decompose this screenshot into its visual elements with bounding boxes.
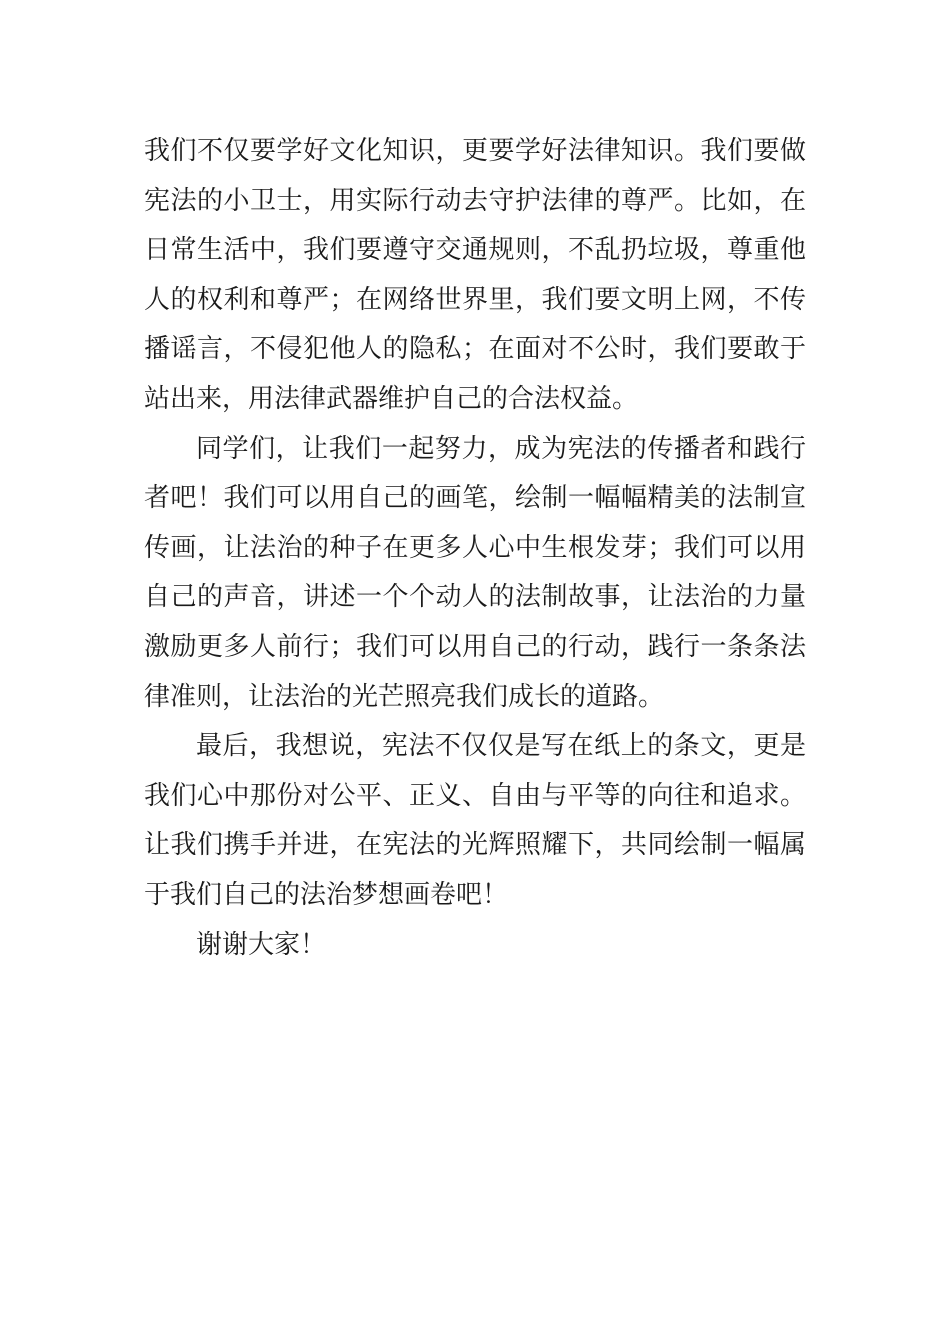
document-body [144,127,806,970]
body-paragraph: 我们不仅要学好文化知识，更要学好法律知识。我们要做宪法的小卫士，用实际行动去守护法律的尊严。比如，在日常生活中，我们要遵守交通规则，不乱扔垃圾，尊重他人的权利和尊严；在网络世界里，我们要文明上网，不传播谣言，不侵犯他人的隐私；在面对不公时，我们要敢于站出来，用法律武器维护自己的合法权益。 [144,136,806,414]
closing-thanks: 谢谢大家！ [196,929,327,960]
body-paragraph: 同学们，让我们一起努力，成为宪法的传播者和践行者吧！我们可以用自己的画笔，绘制一幅幅精美的法制宣传画，让法治的种子在更多人心中生根发芽；我们可以用自己的声音，讲述一个个动人的法制故事，让法治的力量激励更多人前行；我们可以用自己的行动，践行一条条法律准则，让法治的光芒照亮我们成长的道路。 [144,433,806,712]
body-paragraph: 最后，我想说，宪法不仅仅是写在纸上的条文，更是我们心中那份对公平、正义、自由与平等的向往和追求。让我们携手并进，在宪法的光辉照耀下，共同绘制一幅属于我们自己的法治梦想画卷吧！ [144,731,806,910]
